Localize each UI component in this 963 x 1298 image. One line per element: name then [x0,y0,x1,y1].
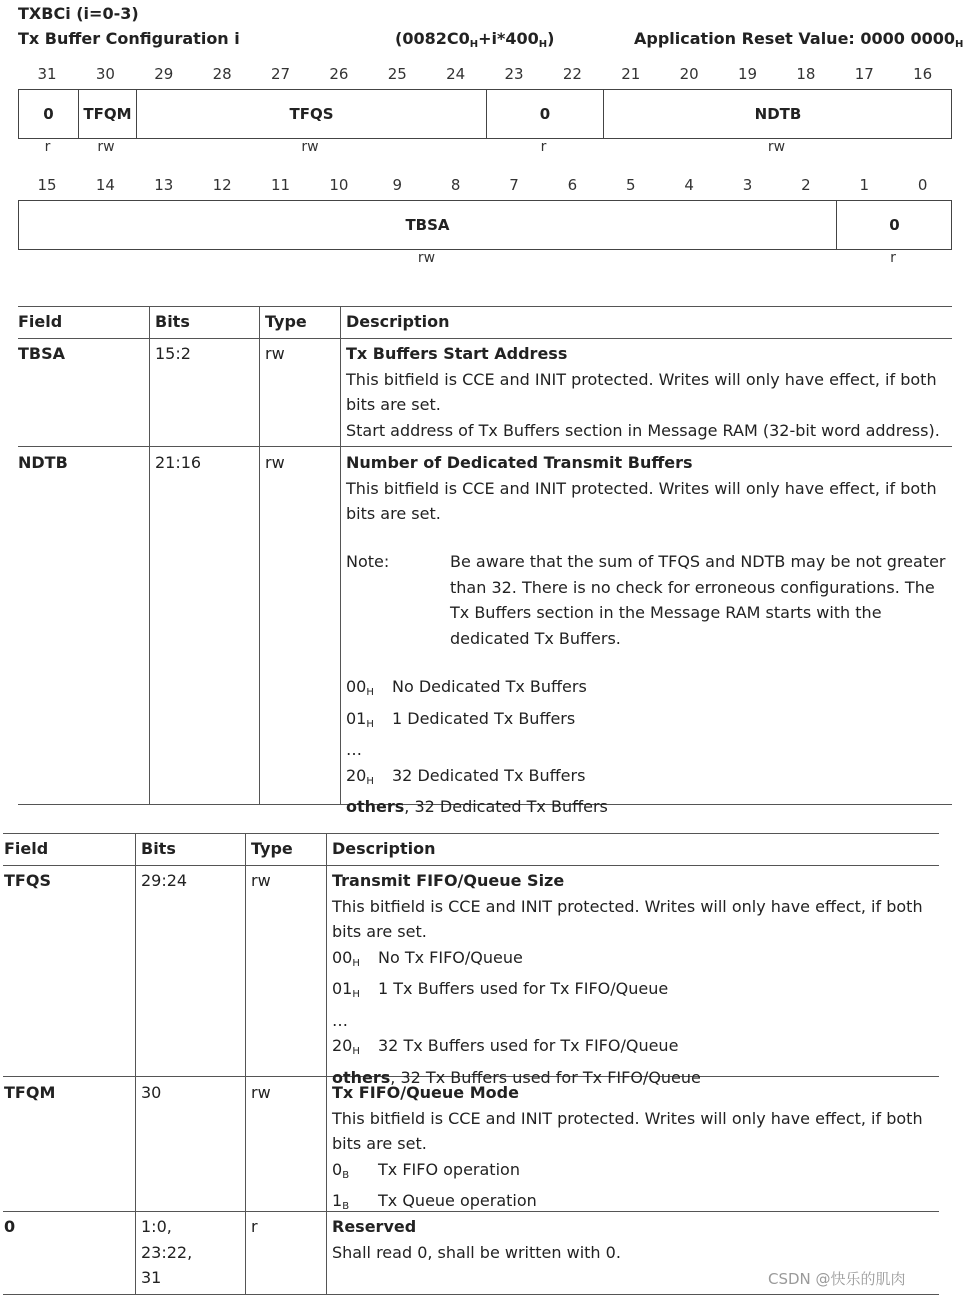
bit-number: 9 [392,176,403,194]
bit-number: 6 [567,176,578,194]
bit-number: 19 [737,65,758,83]
table1-row-field: TBSA [18,344,66,363]
offset-base-sub: H [469,39,479,50]
note-line: than 32. There is no check for erroneous configurations. The [450,577,935,597]
enum-text: 1 Dedicated Tx Buffers [392,708,576,728]
bit-number: 26 [329,65,349,83]
enum-text: Tx FIFO operation [378,1159,520,1179]
offset-mid: +i*400 [478,29,539,48]
field-reserved-23-22: 0 [486,90,603,138]
register-name: TXBCi (i=0-3) [18,4,139,23]
bit-number: 15 [37,176,57,194]
watermark: CSDN @快乐的肌肉 [768,1270,906,1288]
table2-header-bits: Bits [141,839,176,858]
bit-number: 17 [854,65,874,83]
table2-col-divider [245,833,246,1294]
offset-base: (0082C0 [395,29,470,48]
table1-top-rule [18,306,952,307]
bit-number: 27 [270,65,291,83]
enum-item [346,674,608,706]
bit-number: 21 [621,65,641,83]
table1-row-type: rw [265,344,285,363]
enum-key-sub: H [366,687,374,698]
enum-item [332,1033,923,1065]
register-offset [395,29,554,50]
table2-bottom-rule [3,1294,939,1295]
bit-number: 12 [212,176,232,194]
description-line: This bitfield is CCE and INIT protected. Writes will only have effect, if both [346,478,937,498]
others-keyword: others [346,797,405,816]
enum-item [346,706,608,738]
note-line: Tx Buffers section in the Message RAM starts with the [450,603,882,622]
enum-key: 01 [332,979,353,998]
bit-number: 20 [679,65,699,83]
enum-text: 32 Dedicated Tx Buffers [392,765,586,785]
table1-row-rule [18,446,952,447]
bit-number: 29 [154,65,174,83]
table1-row-bits: 21:16 [155,453,202,472]
field-ndtb: NDTB [603,90,952,138]
access-reserved-1-0: r [890,250,896,266]
enum-text: 1 Tx Buffers used for Tx FIFO/Queue [378,979,669,998]
access-ndtb: rw [767,139,786,155]
bits-line: 31 [141,1268,162,1287]
description-line: Start address of Tx Buffers section in Message RAM (32-bit word address). [346,420,940,440]
field-tfqm: TFQM [78,90,136,138]
table1-header-rule [18,338,952,339]
table1-row-description [346,341,940,443]
enum-text: Tx Queue operation [378,1191,537,1210]
field-reserved-1-0: 0 [836,201,952,249]
access-reserved-31: r [44,139,51,155]
description-line: This bitfield is CCE and INIT protected. Writes will only have effect, if both [332,1108,923,1128]
table1-col-divider [259,306,260,804]
note-text [450,549,946,651]
description-line: This bitfield is CCE and INIT protected. Writes will only have effect, if both [332,896,923,916]
enum-list [346,674,608,820]
table2-row-field: TFQM [4,1083,56,1102]
enum-key: 1 [332,1191,343,1210]
enum-ellipsis: … [346,740,362,759]
table1-row-description [346,450,937,527]
enum-text: No Dedicated Tx Buffers [392,677,587,696]
enum-item [346,737,608,763]
bit-number: 5 [625,176,636,194]
reset-value [634,29,963,50]
description-line: bits are set. [346,395,441,414]
table1-header-bits: Bits [155,312,190,331]
enum-text: No Tx FIFO/Queue [378,947,523,967]
table1-row-type: rw [265,453,285,472]
table2-row-bits: 29:24 [141,871,188,890]
others-keyword: others [332,1067,391,1087]
table2-header-field: Field [4,839,49,858]
description-title: Tx FIFO/Queue Mode [332,1083,519,1102]
enum-key: 20 [332,1036,353,1055]
table1-row-field: NDTB [18,453,68,472]
description-line: This bitfield is CCE and INIT protected. Writes will only have effect, if both [346,369,937,389]
enum-key: 20 [346,765,367,785]
table2-row-description [332,1080,923,1220]
table2-row-bits: 30 [141,1083,162,1102]
enum-text: 32 Tx Buffers used for Tx FIFO/Queue [378,1036,679,1055]
description-title: Transmit FIFO/Queue Size [332,871,565,890]
table1-col-divider [340,306,341,804]
bit-number: 1 [859,176,870,194]
table2-row-field: 0 [4,1217,16,1236]
reset-sub: H [955,39,963,50]
bit-number: 31 [37,65,57,83]
table2-header-rule [3,865,939,866]
field-tfqs: TFQS [136,90,486,138]
bit-number: 10 [329,176,349,194]
table2-row-field: TFQS [4,871,51,890]
description-title: Reserved [332,1217,417,1236]
bit-number: 0 [917,176,928,194]
bit-number: 22 [562,65,582,83]
register-upper-row [18,89,952,139]
table1-col-divider [149,306,150,804]
table1-header-description: Description [346,312,450,331]
table1-header-type: Type [265,312,307,331]
access-tbsa: rw [417,250,436,266]
bit-number: 18 [796,65,816,83]
bit-number: 13 [154,176,174,194]
enum-key: 00 [332,947,353,967]
table1-row-bits: 15:2 [155,344,191,363]
enum-key: 00 [346,677,367,696]
description-line: bits are set. [332,922,427,941]
table2-top-rule [3,833,939,834]
bit-number: 2 [801,176,811,194]
enum-item [332,976,923,1008]
bit-number: 14 [95,176,115,194]
bit-number: 4 [684,176,694,194]
table2-row-description [332,868,923,1090]
enum-key: 01 [346,708,367,728]
table2-row-description [332,1214,621,1265]
enum-key-sub: H [366,718,374,730]
bit-number: 28 [212,65,232,83]
field-tbsa: TBSA [405,216,450,234]
enum-item [332,1008,923,1034]
bit-number: 23 [504,65,524,83]
bit-number: 30 [95,65,115,83]
table2-row-bits [141,1214,192,1291]
enum-key-sub: H [366,775,374,787]
description-line: bits are set. [332,1134,427,1153]
enum-item [332,945,923,977]
field-reserved-31: 0 [43,105,54,123]
access-reserved-23-22: r [540,139,547,155]
table1-header-field: Field [18,312,63,331]
bits-line: 1:0, [141,1217,172,1236]
note-line: dedicated Tx Buffers. [450,628,621,648]
enum-item [346,763,608,795]
others-text: , 32 Tx Buffers used for Tx FIFO/Queue [390,1067,701,1087]
bit-number: 16 [913,65,933,83]
description-title: Tx Buffers Start Address [346,344,568,363]
register-title: Tx Buffer Configuration i [18,29,240,48]
description-title: Number of Dedicated Transmit Buffers [346,453,693,472]
bit-number: 11 [270,176,291,194]
bits-line: 23:22, [141,1242,193,1262]
others-text: , 32 Dedicated Tx Buffers [404,797,608,816]
table2-row-type: r [251,1217,258,1236]
enum-key-sub: H [352,989,360,1000]
enum-item [332,1157,923,1189]
table2-col-divider [135,833,136,1294]
table2-row-type: rw [251,871,271,890]
bit-number: 24 [446,65,466,83]
description-line: Shall read 0, shall be written with 0. [332,1242,621,1262]
enum-key-sub: H [352,1046,360,1057]
register-lower-row [18,200,952,250]
enum-key-sub: B [342,1169,350,1181]
bit-number: 8 [450,176,461,194]
access-tfqs: rw [301,139,319,155]
bit-number: 25 [387,65,407,83]
table2-row-type: rw [251,1083,271,1102]
table2-col-divider [326,833,327,1294]
enum-ellipsis: … [332,1010,348,1030]
note-label: Note: [346,552,390,571]
bit-number: 7 [509,176,519,194]
description-line: bits are set. [346,504,441,523]
offset-mid-sub: H [538,39,548,50]
reset-label: Application Reset Value: 0000 0000 [634,29,956,48]
bit-number: 3 [742,176,753,194]
enum-key-sub: H [352,957,360,969]
note-line: Be aware that the sum of TFQS and NDTB may be not greater [450,552,946,571]
enum-key: 0 [332,1159,343,1179]
table2-header-description: Description [332,839,436,858]
access-tfqm: rw [97,139,115,155]
offset-end: ) [547,29,555,48]
enum-others [346,794,608,820]
enum-key-sub: B [342,1201,350,1212]
table2-header-type: Type [251,839,293,858]
